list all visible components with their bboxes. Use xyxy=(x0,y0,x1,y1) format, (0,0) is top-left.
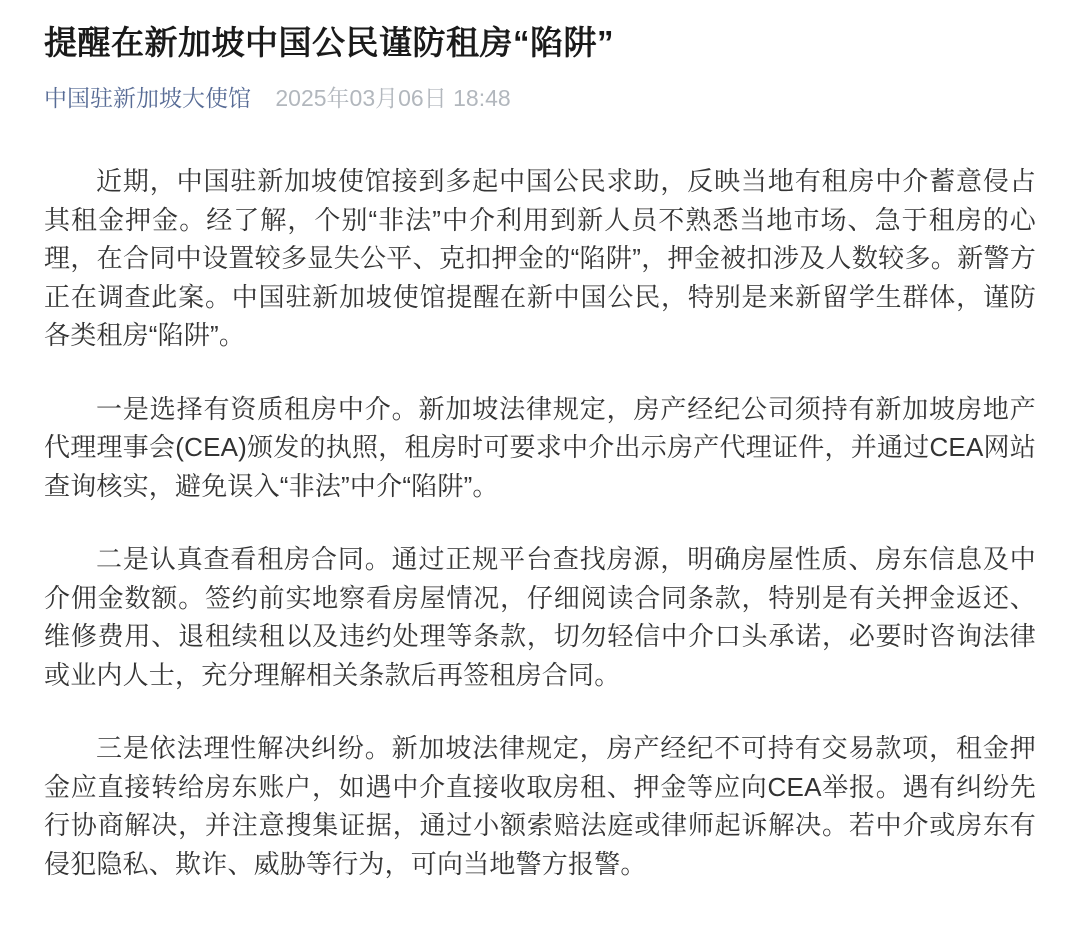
author-link[interactable]: 中国驻新加坡大使馆 xyxy=(44,85,251,111)
publish-time: 2025年03月06日 18:48 xyxy=(275,85,511,111)
article-byline xyxy=(44,82,1036,114)
article-body xyxy=(44,162,1036,883)
article-paragraph: 二是认真查看租房合同。通过正规平台查找房源，明确房屋性质、房东信息及中介佣金数额。签约前实地察看房屋情况，仔细阅读合同条款，特别是有关押金返还、维修费用、退租续租以及违约处理等条款，切勿轻信中介口头承诺，必要时咨询法律或业内人士，充分理解相关条款后再签租房合同。 xyxy=(44,544,1036,690)
article-paragraph: 近期，中国驻新加坡使馆接到多起中国公民求助，反映当地有租房中介蓄意侵占其租金押金。经了解，个别“非法”中介利用到新人员不熟悉当地市场、急于租房的心理，在合同中设置较多显失公平、克扣押金的“陷阱”，押金被扣涉及人数较多。新警方正在调查此案。中国驻新加坡使馆提醒在新中国公民，特别是来新留学生群体，谨防各类租房“陷阱”。 xyxy=(44,166,1036,350)
article-paragraph: 三是依法理性解决纠纷。新加坡法律规定，房产经纪不可持有交易款项，租金押金应直接转给房东账户，如遇中介直接收取房租、押金等应向CEA举报。遇有纠纷先行协商解决，并注意搜集证据，通过小额索赔法庭或律师起诉解决。若中介或房东有侵犯隐私、欺诈、威胁等行为，可向当地警方报警。 xyxy=(44,733,1036,879)
article-title: 提醒在新加坡中国公民谨防租房“陷阱” xyxy=(44,24,614,61)
article-paragraph: 一是选择有资质租房中介。新加坡法律规定，房产经纪公司须持有新加坡房地产代理理事会(CEA)颁发的执照，租房时可要求中介出示房产代理证件，并通过CEA网站查询核实，避免误入“非法”中介“陷阱”。 xyxy=(44,393,1036,501)
